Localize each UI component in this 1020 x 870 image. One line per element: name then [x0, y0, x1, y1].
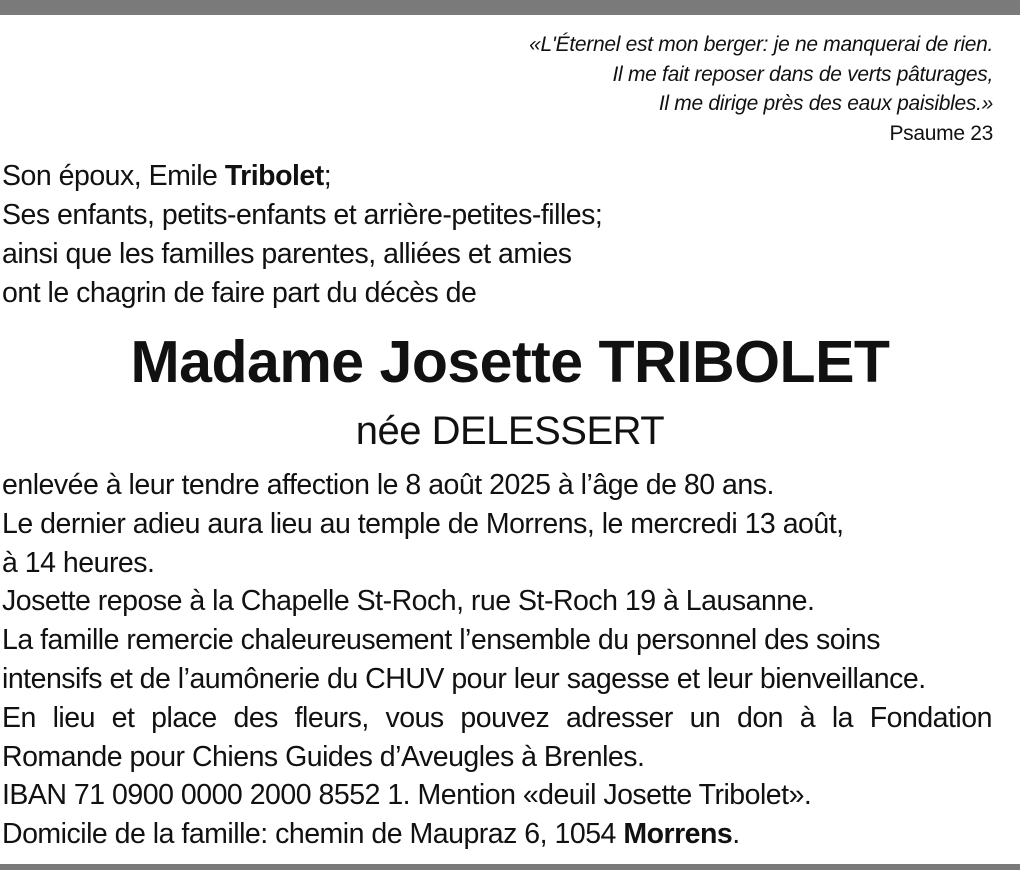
maiden-name: née DELESSERT — [355, 409, 665, 453]
iban-line: IBAN 71 0900 0000 2000 8552 1. Mention «deuil Josette Tribolet». — [2, 779, 812, 812]
quote-line: Il me dirige près des eaux paisibles.» — [658, 92, 993, 115]
donation-word: vous — [385, 701, 444, 734]
body-line: intensifs et de l’aumônerie du CHUV pour leur sagesse et leur bienveillance. — [2, 662, 926, 695]
body-line: Le dernier adieu aura lieu au temple de Morrens, le mercredi 13 août, — [2, 507, 844, 540]
intro-text: ; — [323, 160, 332, 192]
announcement-intro — [2, 157, 602, 313]
donation-word: la — [831, 701, 853, 734]
intro-text: Son époux, Emile — [2, 160, 225, 192]
intro-line-announcement: ont le chagrin de faire part du décès de — [2, 277, 477, 309]
bottom-rule — [0, 864, 1020, 870]
quote-line: Il me fait reposer dans de verts pâturages, — [612, 62, 993, 86]
body-line: Josette repose à la Chapelle St-Roch, rue St-Roch 19 à Lausanne. — [2, 585, 815, 618]
donation-line — [2, 699, 992, 738]
announcement-body — [2, 466, 992, 854]
donation-word: pouvez — [460, 701, 550, 734]
donation-word: En — [2, 701, 36, 734]
donation-word: et — [111, 701, 135, 734]
body-line: à 14 heures. — [2, 546, 155, 579]
donation-word: adresser — [565, 701, 673, 734]
top-rule — [0, 0, 1020, 15]
intro-line-families: ainsi que les familles parentes, alliées et amies — [2, 238, 572, 270]
donation-word: des — [233, 701, 278, 734]
body-line: enlevée à leur tendre affection le 8 août 2025 à l’âge de 80 ans. — [2, 469, 774, 501]
address-text: . — [732, 818, 740, 851]
donation-line-2: Romande pour Chiens Guides d’Aveugles à Brenles. — [2, 740, 645, 773]
psalm-quote — [529, 30, 993, 148]
address-line — [2, 815, 992, 854]
intro-line-children: Ses enfants, petits-enfants et arrière-petites-filles; — [2, 199, 603, 231]
donation-word: don — [736, 701, 784, 734]
donation-word: à — [799, 701, 816, 734]
donation-word: lieu — [52, 701, 95, 734]
deceased-name: Madame Josette TRIBOLET — [130, 329, 890, 395]
quote-line: «L'Éternel est mon berger: je ne manquerai de rien. — [529, 33, 993, 56]
donation-word: un — [689, 701, 721, 734]
spouse-surname: Tribolet — [224, 160, 324, 192]
intro-line-spouse — [2, 157, 602, 196]
donation-word: fleurs, — [294, 701, 369, 734]
address-town: Morrens — [623, 818, 733, 851]
address-text: Domicile de la famille: chemin de Maupraz 6, 1054 — [2, 818, 624, 851]
quote-source: Psaume 23 — [889, 121, 993, 145]
donation-word: Fondation — [869, 701, 992, 734]
donation-word: place — [151, 701, 217, 734]
body-line: La famille remercie chaleureusement l’ensemble du personnel des soins — [2, 624, 880, 657]
